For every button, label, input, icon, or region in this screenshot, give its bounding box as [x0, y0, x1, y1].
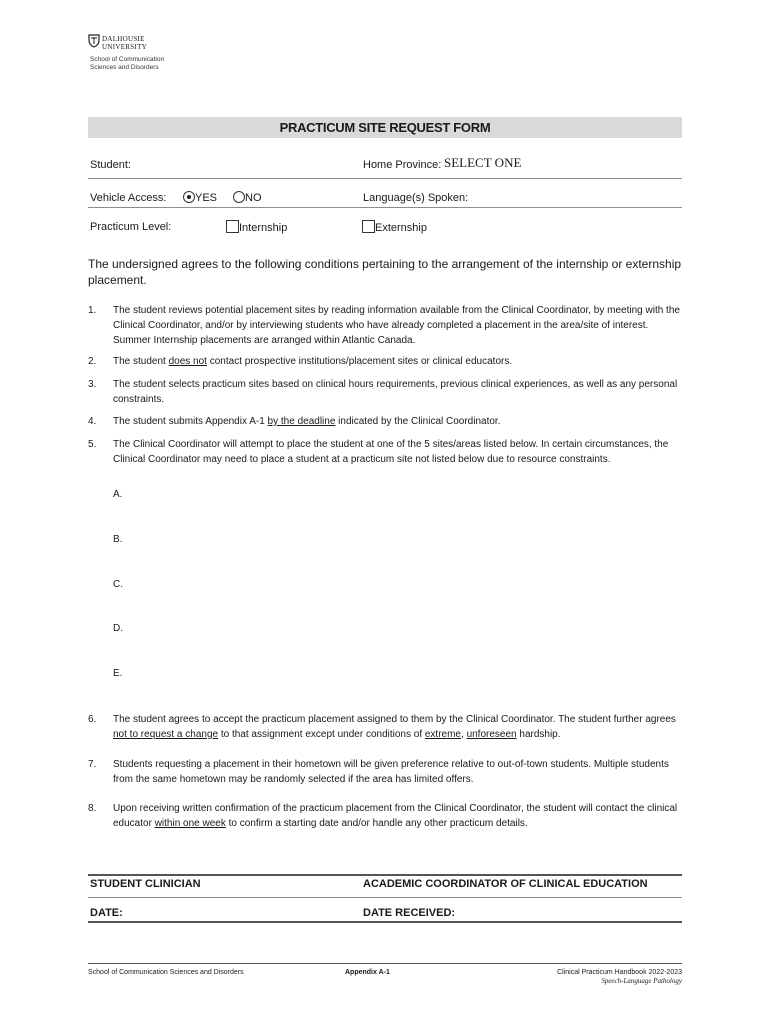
- text-segment: ,: [461, 729, 467, 740]
- logo-line-2: UNIVERSITY: [102, 43, 147, 51]
- underlined-text: by the deadline: [267, 416, 336, 427]
- internship-checkbox[interactable]: [226, 220, 239, 233]
- text-segment: hardship.: [516, 729, 561, 740]
- languages-label: Language(s) Spoken:: [363, 192, 469, 204]
- site-e-label: E.: [113, 668, 123, 679]
- condition-6: [88, 712, 688, 742]
- site-c-label: C.: [113, 579, 123, 590]
- footer-handbook: Clinical Practicum Handbook 2022-2023: [557, 969, 682, 976]
- logo-sub-2: Sciences and Disorders: [90, 64, 159, 71]
- home-province-label: Home Province:: [363, 159, 442, 171]
- form-title: PRACTICUM SITE REQUEST FORM: [279, 120, 491, 135]
- site-b-label: B.: [113, 534, 123, 545]
- underlined-text: extreme: [424, 729, 461, 740]
- condition-text: The student reviews potential placement sites by reading information available from the Clinical Coordinator, by meeting with the Clinical Coordinator, and/or by interviewing students who have already completed a placement in the area/site of interest. Summer Internship placements are arranged within Atlantic Canada.: [113, 305, 680, 346]
- vehicle-no-label: NO: [245, 192, 262, 204]
- condition-number: 4.: [88, 416, 97, 427]
- footer-program: Speech-Language Pathology: [601, 977, 682, 985]
- signature-top-rule: [88, 874, 682, 876]
- text-segment: The student submits Appendix A-1: [113, 416, 268, 427]
- condition-number: 3.: [88, 379, 97, 390]
- condition-text: [113, 414, 688, 429]
- condition-1: [88, 303, 688, 348]
- condition-number: 2.: [88, 356, 97, 367]
- underlined-text: does not: [168, 356, 207, 367]
- text-segment: contact prospective institutions/placement sites or clinical educators.: [206, 356, 513, 367]
- footer-rule: [88, 963, 682, 964]
- externship-label: Externship: [375, 222, 427, 234]
- underlined-text: within one week: [154, 818, 226, 829]
- underlined-text: unforeseen: [466, 729, 517, 740]
- vehicle-yes-label: YES: [195, 192, 218, 204]
- divider: [88, 178, 682, 179]
- logo-line-1: DALHOUSIE: [102, 35, 145, 43]
- vehicle-no-option[interactable]: [233, 191, 262, 205]
- underlined-text: not to request a change: [113, 729, 219, 740]
- date-label: DATE:: [90, 907, 123, 919]
- externship-option[interactable]: [362, 220, 427, 235]
- student-clinician-label: STUDENT CLINICIAN: [90, 878, 201, 890]
- vehicle-yes-option[interactable]: [183, 191, 217, 205]
- text-segment: The student agrees to accept the practicum placement assigned to them by the Clinical Coordinator. The student further agrees: [113, 714, 676, 725]
- condition-8: [88, 801, 688, 831]
- condition-text: [113, 712, 688, 742]
- condition-text: [113, 354, 688, 369]
- text-segment: to confirm a starting date and/or handle any other practicum details.: [225, 818, 528, 829]
- condition-2: [88, 354, 688, 369]
- footer-left: School of Communication Sciences and Disorders: [88, 969, 244, 976]
- condition-5: [88, 437, 688, 467]
- logo-wordmark: [102, 35, 147, 51]
- crest-icon: [88, 34, 100, 48]
- condition-4: [88, 414, 688, 429]
- text-segment: indicated by the Clinical Coordinator.: [335, 416, 501, 427]
- internship-option[interactable]: [226, 220, 287, 235]
- condition-text: The Clinical Coordinator will attempt to place the student at one of the 5 sites/areas listed below. In certain circumstances, the Clinical Coordinator may need to place a student at a practicum site not listed below due to resource constraints.: [113, 439, 669, 465]
- intro-paragraph: The undersigned agrees to the following conditions pertaining to the arrangement of the internship or externship placement.: [88, 257, 682, 287]
- internship-label: Internship: [239, 222, 288, 234]
- student-input[interactable]: [170, 158, 350, 172]
- condition-7: [88, 757, 688, 787]
- logo-subtitle: [90, 56, 164, 72]
- academic-coordinator-label: ACADEMIC COORDINATOR OF CLINICAL EDUCATION: [363, 878, 648, 890]
- externship-checkbox[interactable]: [362, 220, 375, 233]
- footer-right: [480, 968, 682, 986]
- vehicle-no-radio[interactable]: [233, 191, 245, 203]
- condition-number: 6.: [88, 714, 97, 725]
- student-label: Student:: [90, 159, 131, 171]
- practicum-level-label: Practicum Level:: [90, 221, 172, 233]
- logo-sub-1: School of Communication: [90, 56, 165, 63]
- condition-text: Students requesting a placement in their hometown will be given preference relative to out-of-town students. Multiple students from the same hometown may be randomly selected if the area has limited offers.: [113, 759, 669, 785]
- text-segment: Upon receiving written confirmation of the practicum placement from the Clinical Coordinator, the student will contact the clinical educator: [113, 803, 678, 829]
- footer-center: Appendix A-1: [345, 969, 390, 976]
- vehicle-access-label: Vehicle Access:: [90, 192, 167, 204]
- condition-text: [113, 801, 688, 831]
- condition-text: The student selects practicum sites based on clinical hours requirements, previous clinical experiences, as well as any personal constraints.: [113, 379, 678, 405]
- text-segment: to that assignment except under conditions of: [218, 729, 425, 740]
- vehicle-yes-radio[interactable]: [183, 191, 195, 203]
- date-received-label: DATE RECEIVED:: [363, 907, 456, 919]
- condition-number: 7.: [88, 759, 97, 770]
- home-province-select[interactable]: SELECT ONE: [444, 155, 522, 170]
- site-a-label: A.: [113, 489, 123, 500]
- divider: [88, 207, 682, 208]
- signature-bottom-rule: [88, 921, 682, 923]
- condition-number: 5.: [88, 439, 97, 450]
- text-segment: The student: [113, 356, 169, 367]
- condition-3: [88, 377, 688, 407]
- title-bar: [88, 117, 682, 138]
- signature-divider: [88, 897, 682, 898]
- condition-number: 1.: [88, 305, 97, 316]
- site-d-label: D.: [113, 623, 123, 634]
- condition-number: 8.: [88, 803, 97, 814]
